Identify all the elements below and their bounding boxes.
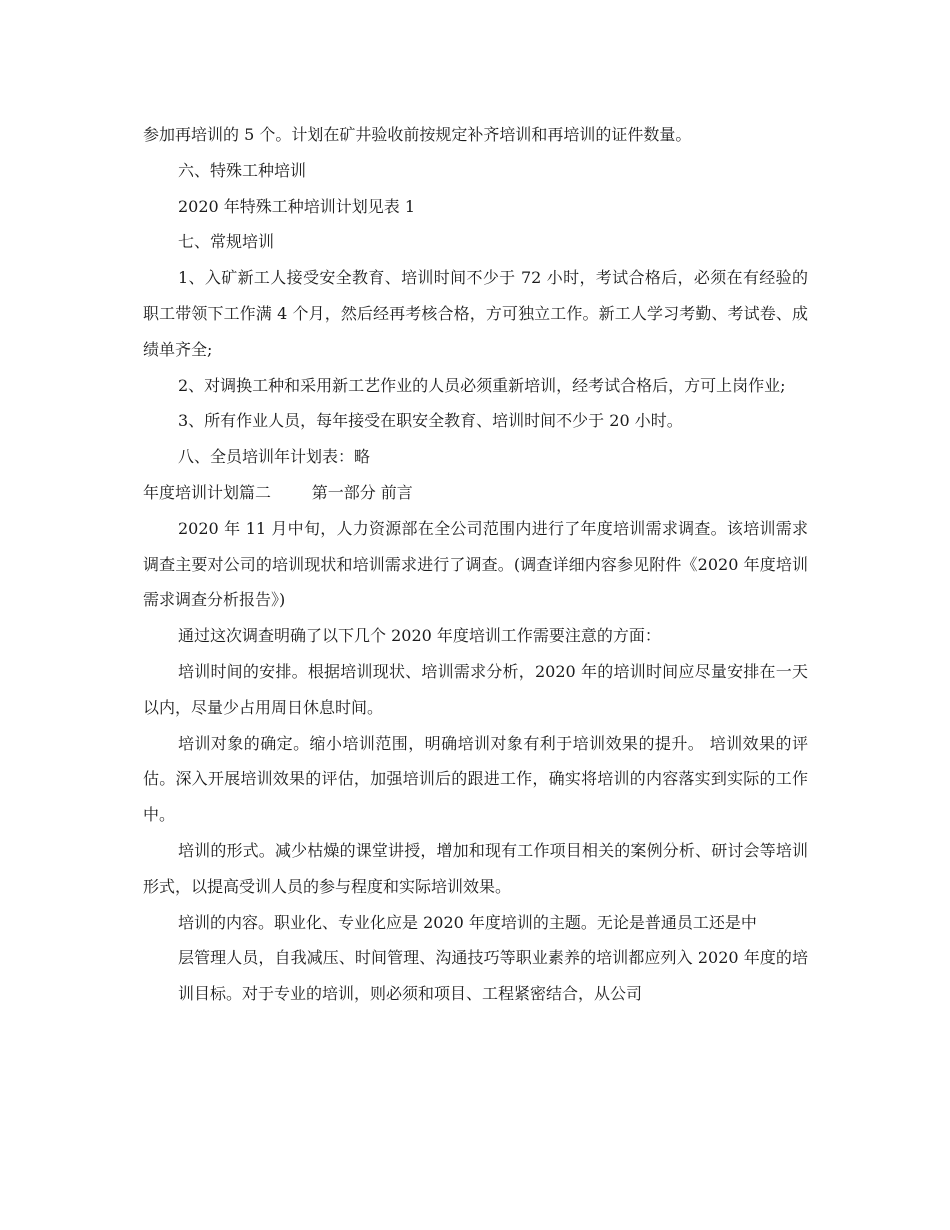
- paragraph-training-target: 培训对象的确定。缩小培训范围，明确培训对象有利于培训效果的提升。 培训效果的评估。深入开展培训效果的评估，加强培训后的跟进工作，确实将培训的内容落实到实际的工作中。: [143, 733, 808, 825]
- paragraph-special-trades-plan: 2020 年特殊工种培训计划见表 1: [178, 196, 416, 216]
- list-item-new-workers: 1、入矿新工人接受安全教育、培训时间不少于 72 小时，考试合格后，必须在有经验的职工带领下工作满 4 个月，然后经再考核合格，方可独立工作。新工人学习考勤、考试卷、成绩单齐全;: [143, 268, 808, 359]
- paragraph-training-time: 培训时间的安排。根据培训现状、培训需求分析，2020 年的培训时间应尽量安排在一天以内，尽量少占用周日休息时间。: [143, 661, 808, 717]
- document-body: [143, 117, 808, 1012]
- list-item-all-workers: 3、所有作业人员，每年接受在职安全教育、培训时间不少于 20 小时。: [178, 411, 683, 431]
- paragraph-survey: 2020 年 11 月中旬，人力资源部在全公司范围内进行了年度培训需求调查。该培训需求调查主要对公司的培训现状和培训需求进行了调查。(调查详细内容参见附件《2020 年度培训需求调查分析报告》): [143, 518, 808, 610]
- paragraph-training-content: 培训的内容。职业化、专业化应是 2020 年度培训的主题。无论是普通员工还是中: [178, 912, 757, 932]
- section-heading-annual-plan: 八、全员培训年计划表：略: [178, 447, 371, 467]
- section-heading-special-trades: 六、特殊工种培训: [178, 160, 307, 180]
- paragraph-training-content-continued: 层管理人员，自我减压、时间管理、沟通技巧等职业素养的培训都应列入 2020 年度的培训目标。对于专业的培训，则必须和项目、工程紧密结合，从公司: [178, 948, 808, 1004]
- part-heading-preface: 年度培训计划篇二 第一部分 前言: [143, 482, 413, 502]
- paragraph-survey-findings: 通过这次调查明确了以下几个 2020 年度培训工作需要注意的方面：: [178, 626, 661, 646]
- paragraph-continuation: 参加再培训的 5 个。计划在矿井验收前按规定补齐培训和再培训的证件数量。: [143, 125, 692, 144]
- paragraph-training-format: 培训的形式。减少枯燥的课堂讲授，增加和现有工作项目相关的案例分析、研讨会等培训形式，以提高受训人员的参与程度和实际培训效果。: [143, 840, 808, 896]
- section-heading-regular-training: 七、常规培训: [178, 232, 275, 252]
- list-item-job-change: 2、对调换工种和采用新工艺作业的人员必须重新培训，经考试合格后，方可上岗作业;: [178, 375, 786, 395]
